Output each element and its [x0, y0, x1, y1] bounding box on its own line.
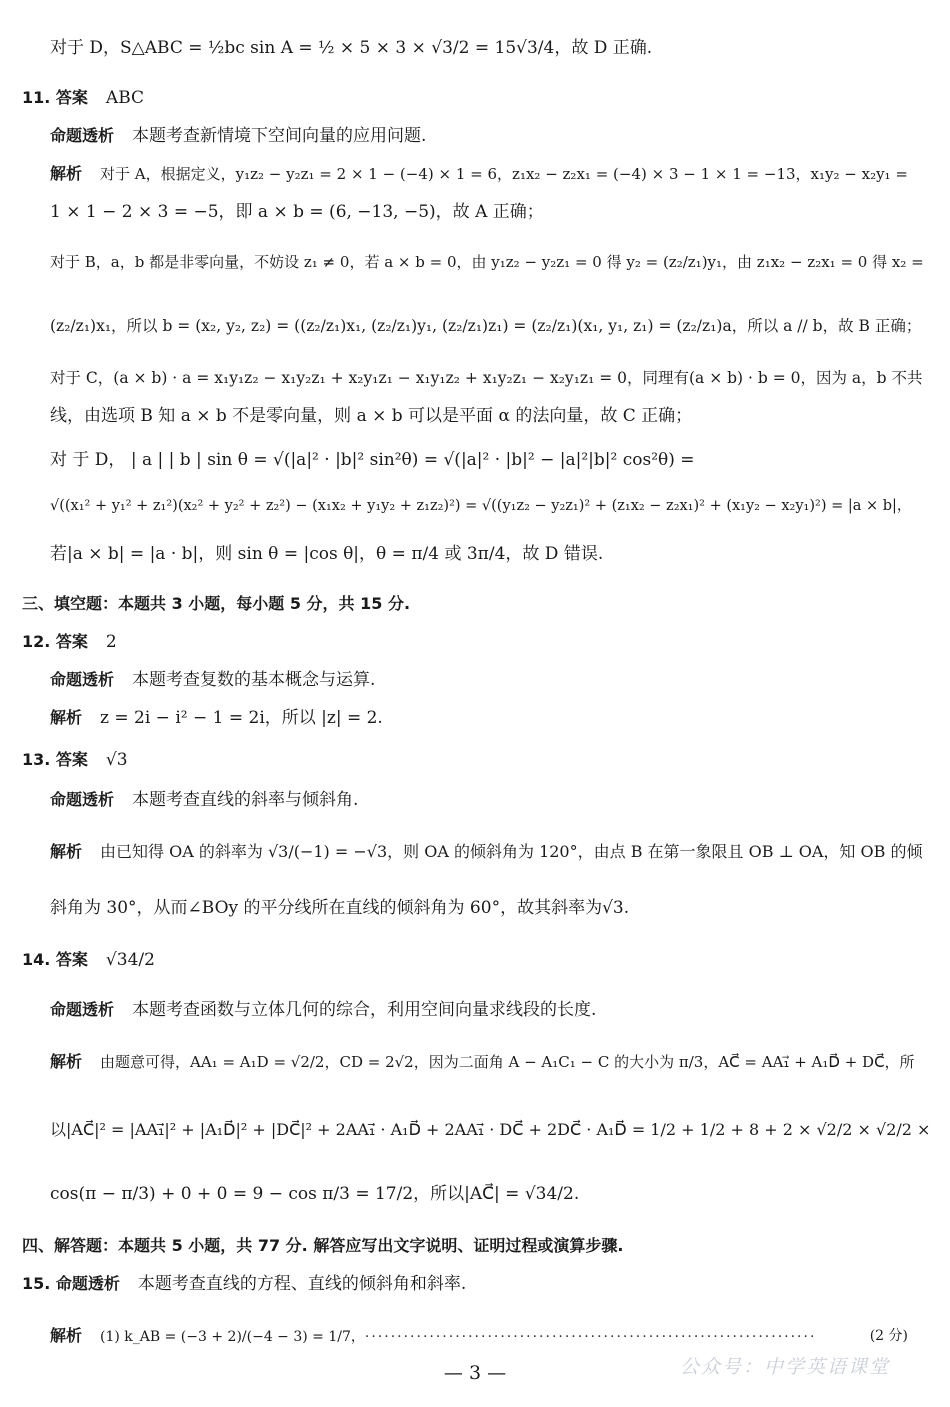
text-line: [50, 250, 930, 274]
section-label: 14. 答案: [22, 950, 88, 969]
section-label: 13. 答案: [22, 750, 88, 769]
page-number: — 3 —: [443, 1362, 507, 1384]
text-line: [22, 748, 930, 772]
line-text: √((x₁² + y₁² + z₁²)(x₂² + y₂² + z₂²) − (x₁x₂ + y₁y₂ + z₁z₂)²) = √((y₁z₂ − y₂z₁)² + (z₁x₂ − z₂x₁)² + (x₁y₂ − x₂y₁)²) = |a × b|，: [50, 498, 912, 514]
section-label: 解析: [50, 1326, 83, 1345]
section-label: 解析: [50, 842, 83, 861]
text-line: [22, 1272, 930, 1296]
watermark: 公众号：中学英语课堂: [679, 1356, 890, 1378]
text-line: [22, 948, 930, 972]
section-label: 命题透析: [50, 126, 115, 145]
text-line: [50, 36, 930, 60]
line-text: z = 2i − i² − 1 = 2i，所以 |z| = 2.: [100, 708, 383, 728]
line-text: 本题考查新情境下空间向量的应用问题.: [132, 126, 427, 146]
text-line: [50, 366, 930, 390]
text-line: [50, 1118, 930, 1142]
line-text: (z₂/z₁)x₁，所以 b = (x₂, y₂, z₂) = ((z₂/z₁)x₁, (z₂/z₁)y₁, (z₂/z₁)z₁) = (z₂/z₁)(x₁, y₁, z₁) = (z₂/z₁)a，所以 a // b，故 B 正确；: [50, 317, 922, 335]
text-line: [50, 668, 930, 692]
line-text: 对于 C，(a × b) · a = x₁y₁z₂ − x₁y₂z₁ + x₂y₁z₁ − x₁y₁z₂ + x₁y₂z₁ − x₂y₁z₁ = 0，同理有(a × b) · b = 0，因为 a，b 不共: [50, 369, 923, 387]
line-text: √34/2: [105, 950, 155, 970]
section-label: 12. 答案: [22, 632, 88, 651]
text-line: [22, 86, 930, 110]
text-line: [50, 542, 930, 566]
text-line: [22, 630, 930, 654]
line-text: 本题考查复数的基本概念与运算.: [132, 670, 376, 690]
section-label: 命题透析: [50, 790, 115, 809]
text-line: [22, 1234, 930, 1258]
text-line: [50, 706, 930, 730]
line-text: 由已知得 OA 的斜率为 √3/(−1) = −√3，则 OA 的倾斜角为 120°，由点 B 在第一象限且 OB ⊥ OA，知 OB 的倾: [100, 842, 923, 861]
line-text: 三、填空题：本题共 3 小题，每小题 5 分，共 15 分.: [22, 594, 411, 613]
section-label: 15. 命题透析: [22, 1274, 120, 1293]
section-label: 命题透析: [50, 670, 115, 689]
line-text: (1) k_AB = (−3 + 2)/(−4 − 3) = 1/7，: [100, 1329, 365, 1345]
line-text: 以|AC⃗|² = |AA₁⃗|² + |A₁D⃗|² + |DC⃗|² + 2AA₁⃗ · A₁D⃗ + 2AA₁⃗ · DC⃗ + 2DC⃗ · A₁D⃗ = 1/2 + 1/2 + 8 + 2 × √2/2 × √2/2 ×: [50, 1120, 931, 1139]
score-note: (2 分): [869, 1328, 908, 1344]
section-label: 解析: [50, 1052, 83, 1071]
text-line: [50, 896, 930, 920]
section-label: 解析: [50, 708, 83, 727]
line-text: 对于 B，a，b 都是非零向量，不妨设 z₁ ≠ 0，若 a × b = 0，由 y₁z₂ − y₂z₁ = 0 得 y₂ = (z₂/z₁)y₁，由 z₁x₂ − z₂x₁ = 0 得 x₂ =: [50, 253, 924, 271]
line-text: 四、解答题：本题共 5 小题，共 77 分. 解答应写出文字说明、证明过程或演算步骤.: [22, 1236, 624, 1255]
line-text: ABC: [105, 88, 145, 108]
text-line: [50, 788, 930, 812]
text-line: [50, 494, 930, 518]
text-line: [50, 162, 930, 186]
line-text: 斜角为 30°，从而∠BOy 的平分线所在直线的倾斜角为 60°，故其斜率为√3.: [50, 898, 630, 918]
line-text: 2: [105, 632, 117, 652]
text-line: [50, 404, 930, 428]
line-text: 若|a × b| = |a · b|，则 sin θ = |cos θ|，θ = π/4 或 3π/4，故 D 错误.: [50, 544, 604, 564]
line-text: 线，由选项 B 知 a × b 不是零向量，则 a × b 可以是平面 α 的法向量，故 C 正确；: [50, 406, 693, 426]
line-text: 对于 A，根据定义，y₁z₂ − y₂z₁ = 2 × 1 − (−4) × 1 = 6，z₁x₂ − z₂x₁ = (−4) × 3 − 1 × 1 = −13，x₁y₂ − x₂y₁ =: [100, 165, 908, 183]
line-text: 对于 D，S△ABC = ½bc sin A = ½ × 5 × 3 × √3/2 = 15√3/4，故 D 正确.: [50, 38, 653, 58]
line-text: 本题考查直线的方程、直线的倾斜角和斜率.: [137, 1274, 467, 1294]
section-label: 命题透析: [50, 1000, 115, 1019]
section-label: 11. 答案: [22, 88, 88, 107]
text-line: [50, 1182, 930, 1206]
line-text: 本题考查函数与立体几何的综合，利用空间向量求线段的长度.: [132, 1000, 597, 1020]
text-line: [50, 200, 930, 224]
line-text: 本题考查直线的斜率与倾斜角.: [132, 790, 359, 810]
text-line: [50, 840, 930, 864]
text-line: [22, 592, 930, 616]
text-line: [50, 998, 930, 1022]
text-line: [50, 314, 930, 338]
line-text: 由题意可得，AA₁ = A₁D = √2/2，CD = 2√2，因为二面角 A − A₁C₁ − C 的大小为 π/3，AC⃗ = AA₁⃗ + A₁D⃗ + DC⃗，所: [100, 1053, 915, 1071]
text-line: [50, 448, 930, 472]
leader-dots: ······································································: [364, 1329, 817, 1345]
text-line: [50, 1324, 930, 1349]
text-line: [50, 124, 930, 148]
line-text: 1 × 1 − 2 × 3 = −5，即 a × b = (6, −13, −5)，故 A 正确；: [50, 202, 544, 222]
line-text: 对 于 D， | a | | b | sin θ = √(|a|² · |b|² sin²θ) = √(|a|² · |b|² − |a|²|b|² cos²θ) =: [50, 450, 695, 470]
line-text: cos(π − π/3) + 0 + 0 = 9 − cos π/3 = 17/2，所以|AC⃗| = √34/2.: [50, 1184, 580, 1204]
line-text: √3: [105, 750, 128, 770]
text-line: [50, 1050, 930, 1074]
section-label: 解析: [50, 164, 83, 183]
